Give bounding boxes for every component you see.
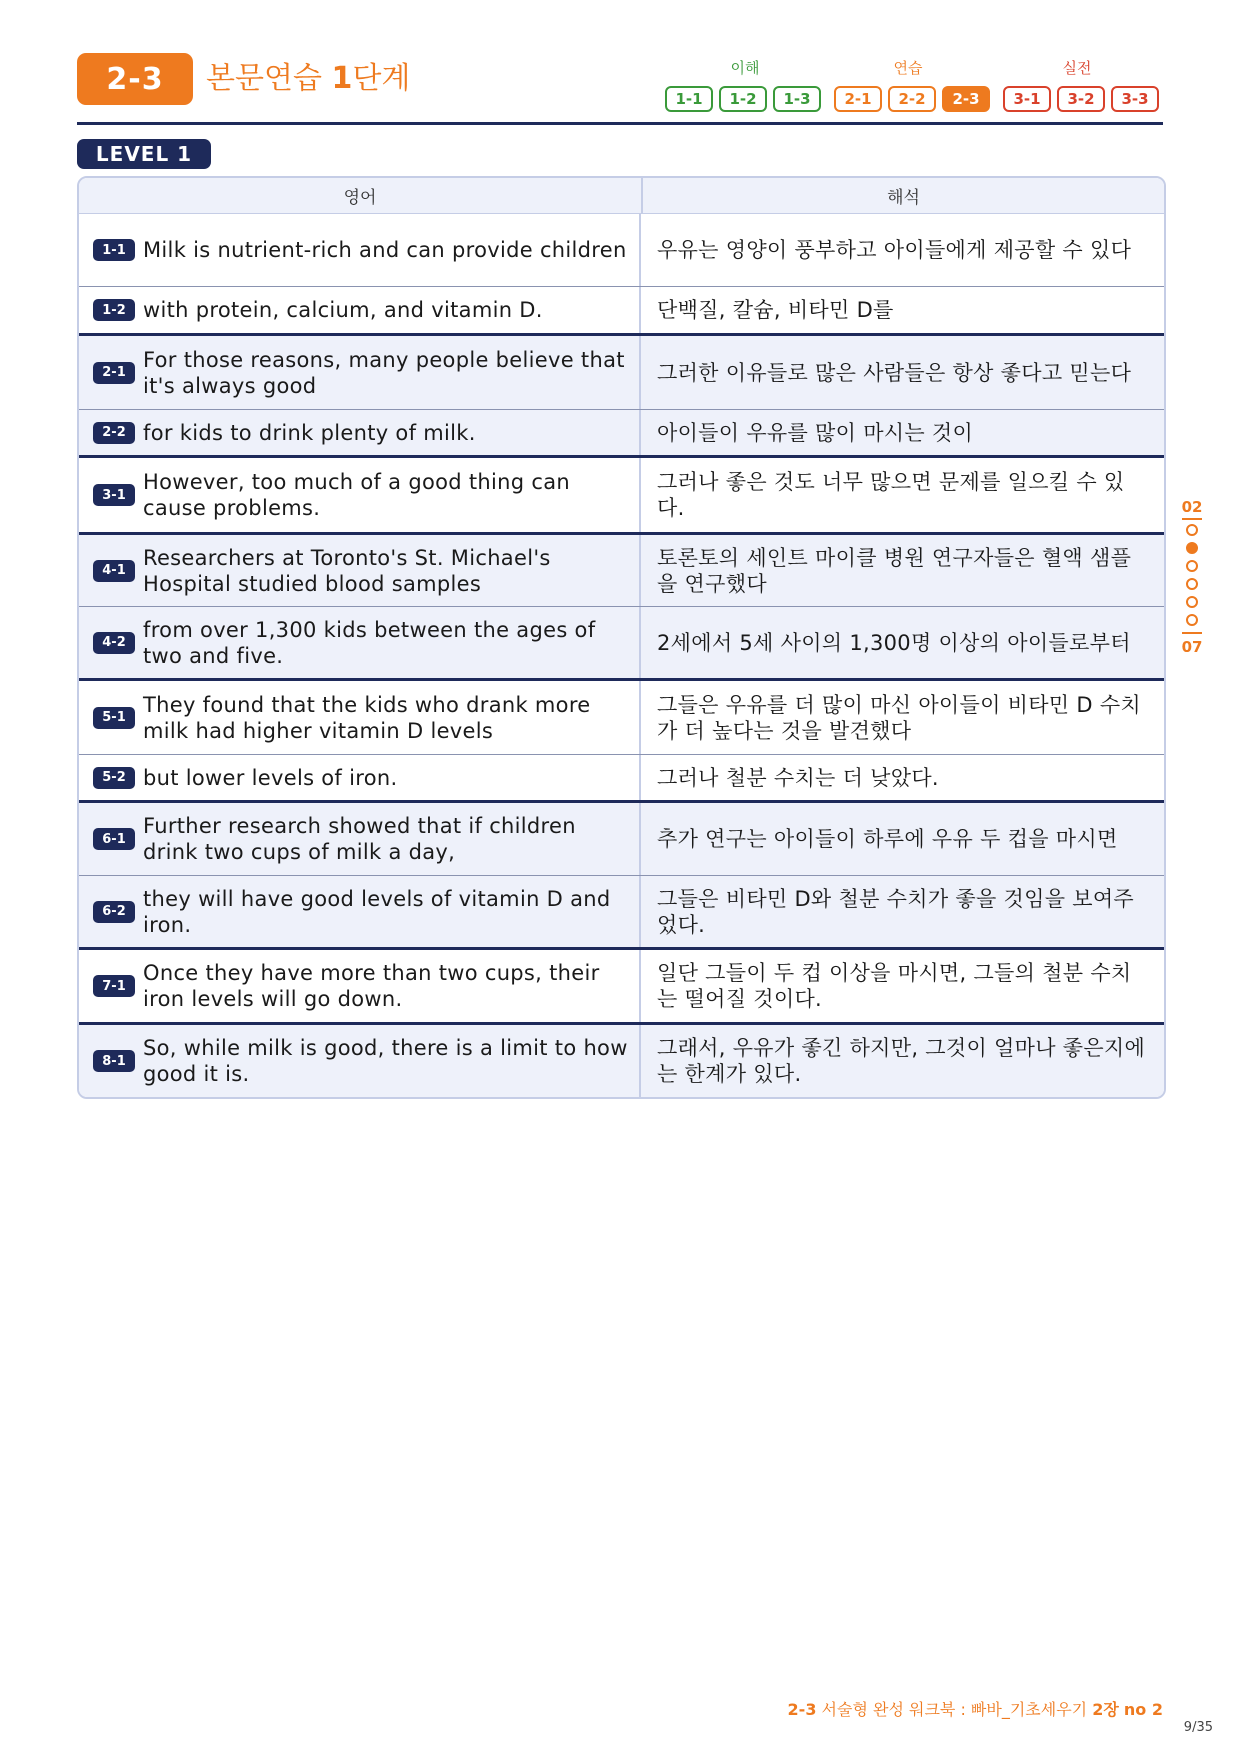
unit-badge: 2-3 [77,53,193,105]
table-row [79,333,1164,409]
progress-dot [1186,524,1198,536]
english-sentence: from over 1,300 kids between the ages of two and five. [143,617,596,668]
column-header-english: 영어 [79,178,643,213]
sentence-number: 6-2 [93,901,135,923]
english-sentence: However, too much of a good thing can cause problems. [143,470,570,520]
english-sentence: Once they have more than two cups, their iron levels will go down. [143,961,600,1011]
nav-tab-2-1[interactable]: 2-1 [834,86,882,112]
title-main: 본문연습 [206,61,322,96]
progress-dot [1186,560,1198,572]
footer-title [788,1697,1163,1720]
english-sentence: but lower levels of iron. [143,765,398,790]
table-row [79,800,1164,875]
sentence-number: 3-1 [93,484,135,506]
korean-translation: 그러나 좋은 것도 너무 많으면 문제를 일으킬 수 있다. [657,470,1125,520]
table-row [79,214,1164,286]
korean-translation: 그러한 이유들로 많은 사람들은 항상 좋다고 믿는다 [657,360,1132,385]
nav-tab-1-2[interactable]: 1-2 [719,86,767,112]
sentence-number: 1-1 [93,239,135,261]
english-cell [79,803,641,875]
korean-cell [641,755,1164,800]
indicator-line-bottom [1182,632,1202,634]
table-row [79,606,1164,678]
footer-no: no 2 [1123,1700,1163,1719]
korean-translation: 우유는 영양이 풍부하고 아이들에게 제공할 수 있다 [657,238,1132,262]
english-sentence: Researchers at Toronto's St. Michael's Hospital studied blood samples [143,545,551,596]
sentence-number: 2-1 [93,362,135,384]
nav-label-understand: 이해 [730,59,760,77]
indicator-line-top [1182,518,1202,520]
english-cell [79,1025,641,1097]
sentence-number: 1-2 [93,299,135,321]
footer-chapter: 2장 [1092,1700,1119,1719]
sentence-number: 4-1 [93,560,135,582]
korean-cell [641,336,1164,409]
sentence-table [77,176,1166,1099]
table-row [79,875,1164,947]
nav-tab-1-1[interactable]: 1-1 [665,86,713,112]
sentence-number: 6-1 [93,828,135,850]
chapter-end-label: 07 [1181,638,1203,656]
table-row [79,947,1164,1022]
table-row [79,409,1164,455]
korean-translation: 토론토의 세인트 마이클 병원 연구자들은 혈액 샘플을 연구했다 [657,545,1132,596]
sentence-number: 7-1 [93,975,135,997]
korean-cell [641,214,1164,286]
korean-cell [641,681,1164,754]
page-number: 9/35 [1183,1720,1213,1735]
column-header-korean: 해석 [887,188,920,208]
progress-dot [1186,596,1198,608]
korean-cell [641,607,1164,678]
table-row [79,1022,1164,1097]
korean-translation: 아이들이 우유를 많이 마시는 것이 [657,420,974,445]
nav-tab-2-3[interactable]: 2-3 [942,86,990,112]
table-row [79,455,1164,532]
english-sentence: For those reasons, many people believe that it's always good [143,347,625,398]
korean-cell [641,950,1164,1022]
table-row [79,754,1164,800]
chapter-progress-indicator [1179,498,1205,656]
nav-tab-1-3[interactable]: 1-3 [773,86,821,112]
english-cell [79,950,641,1022]
korean-cell [641,410,1164,455]
korean-translation: 일단 그들이 두 컵 이상을 마시면, 그들의 철분 수치는 떨어질 것이다. [657,961,1132,1011]
nav-label-practice: 연습 [893,59,923,77]
english-cell [79,755,641,800]
sentence-number: 4-2 [93,632,135,654]
sentence-number: 8-1 [93,1050,135,1072]
table-row [79,286,1164,333]
korean-translation: 그래서, 우유가 좋긴 하지만, 그것이 얼마나 좋은지에는 한계가 있다. [657,1036,1146,1086]
english-cell [79,336,641,409]
korean-translation: 단백질, 칼슘, 비타민 D를 [657,298,894,322]
english-sentence: for kids to drink plenty of milk. [143,420,476,445]
sentence-number: 5-2 [93,767,135,789]
title-step-number: 1 [331,61,353,96]
level-badge: LEVEL 1 [77,139,211,169]
page-title [206,57,410,101]
english-sentence: They found that the kids who drank more milk had higher vitamin D levels [143,692,591,743]
progress-dot [1186,578,1198,590]
english-sentence: Milk is nutrient-rich and can provide children [143,238,627,262]
english-sentence: Further research showed that if children drink two cups of milk a day, [143,814,576,864]
english-cell [79,458,641,532]
korean-cell [641,803,1164,875]
table-header [79,178,1164,214]
english-sentence: with protein, calcium, and vitamin D. [143,298,543,322]
table-row [79,678,1164,754]
footer-unit: 2-3 [787,1700,817,1719]
sentence-number: 5-1 [93,707,135,729]
title-suffix: 단계 [352,61,411,96]
header-divider [77,122,1163,125]
korean-cell [641,458,1164,532]
english-cell [79,287,641,333]
nav-tab-3-3[interactable]: 3-3 [1111,86,1159,112]
sentence-number: 2-2 [93,422,135,444]
english-sentence: they will have good levels of vitamin D and iron. [143,886,611,937]
english-cell [79,681,641,754]
progress-dot-current [1186,542,1198,554]
footer-text: 서술형 완성 워크북 : 빠바_기초세우기 [821,1700,1088,1719]
korean-cell [641,1025,1164,1097]
english-cell [79,214,641,286]
korean-translation: 추가 연구는 아이들이 하루에 우유 두 컵을 마시면 [657,827,1118,851]
korean-cell [641,287,1164,333]
english-cell [79,535,641,606]
english-cell [79,876,641,947]
korean-translation: 그러나 철분 수치는 더 낮았다. [657,765,939,790]
korean-translation: 그들은 비타민 D와 철분 수치가 좋을 것임을 보여주었다. [657,886,1135,937]
nav-tab-2-2[interactable]: 2-2 [888,86,936,112]
nav-label-real: 실전 [1062,59,1092,77]
english-cell [79,410,641,455]
korean-cell [641,876,1164,947]
nav-tab-3-1[interactable]: 3-1 [1003,86,1051,112]
table-row [79,532,1164,606]
korean-translation: 2세에서 5세 사이의 1,300명 이상의 아이들로부터 [657,630,1131,655]
korean-cell [641,535,1164,606]
chapter-start-label: 02 [1181,498,1203,516]
english-cell [79,607,641,678]
progress-dot [1186,614,1198,626]
nav-tab-3-2[interactable]: 3-2 [1057,86,1105,112]
english-sentence: So, while milk is good, there is a limit to how good it is. [143,1036,628,1086]
korean-translation: 그들은 우유를 더 많이 마신 아이들이 비타민 D 수치가 더 높다는 것을 발견했다 [657,692,1141,743]
